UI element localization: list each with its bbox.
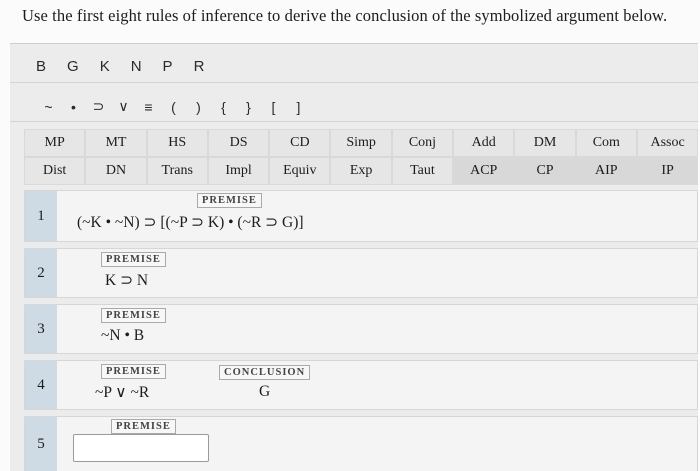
rule-simp-button[interactable]: Simp bbox=[330, 129, 391, 157]
rule-taut-button[interactable]: Taut bbox=[392, 157, 453, 185]
rule-add-button[interactable]: Add bbox=[453, 129, 514, 157]
rule-aip-button[interactable]: AIP bbox=[576, 157, 637, 185]
close-brace-button[interactable]: } bbox=[246, 98, 251, 115]
line-formula: ~P ∨ ~R bbox=[95, 384, 150, 401]
rule-mp-button[interactable]: MP bbox=[24, 129, 85, 157]
line-formula: K ⊃ N bbox=[105, 272, 149, 289]
triple-bar-button[interactable]: ≡ bbox=[144, 98, 153, 115]
letter-g-button[interactable]: G bbox=[67, 58, 79, 75]
rule-dn-button[interactable]: DN bbox=[85, 157, 146, 185]
premise-tag: PREMISE bbox=[101, 308, 166, 323]
line-number: 5 bbox=[25, 417, 57, 471]
dot-button[interactable]: • bbox=[71, 98, 76, 115]
premise-tag: PREMISE bbox=[111, 419, 176, 434]
horseshoe-button[interactable]: ⊃ bbox=[92, 98, 105, 114]
letter-palette bbox=[36, 58, 225, 75]
rule-dist-button[interactable]: Dist bbox=[24, 157, 85, 185]
rule-assoc-button[interactable]: Assoc bbox=[637, 129, 698, 157]
rule-com-button[interactable]: Com bbox=[576, 129, 637, 157]
open-bracket-button[interactable]: [ bbox=[271, 98, 276, 115]
letter-b-button[interactable]: B bbox=[36, 58, 47, 75]
rule-ip-button[interactable]: IP bbox=[637, 157, 698, 185]
line-number: 2 bbox=[25, 249, 57, 297]
rule-dm-button[interactable]: DM bbox=[514, 129, 575, 157]
letter-k-button[interactable]: K bbox=[99, 58, 110, 75]
premise-tag: PREMISE bbox=[197, 193, 262, 208]
rule-cd-button[interactable]: CD bbox=[269, 129, 330, 157]
conclusion-tag: CONCLUSION bbox=[219, 365, 310, 380]
proof-line-3 bbox=[24, 304, 698, 354]
line-number: 3 bbox=[25, 305, 57, 353]
rule-ds-button[interactable]: DS bbox=[208, 129, 269, 157]
open-paren-button[interactable]: ( bbox=[171, 98, 176, 115]
proof-line-1 bbox=[24, 190, 698, 242]
instruction-text: Use the first eight rules of inference to derive the conclusion of the symbolized argument below. bbox=[22, 6, 668, 25]
open-brace-button[interactable]: { bbox=[221, 98, 226, 115]
divider bbox=[10, 121, 698, 122]
line-number: 4 bbox=[25, 361, 57, 409]
proof-panel bbox=[10, 43, 698, 471]
rules-grid bbox=[24, 129, 698, 185]
formula-input[interactable] bbox=[73, 434, 209, 462]
close-paren-button[interactable]: ) bbox=[196, 98, 201, 115]
rule-acp-button[interactable]: ACP bbox=[453, 157, 514, 185]
line-formula: ~N • B bbox=[101, 327, 145, 344]
rule-exp-button[interactable]: Exp bbox=[330, 157, 391, 185]
tilde-button[interactable]: ~ bbox=[44, 98, 53, 115]
rule-hs-button[interactable]: HS bbox=[147, 129, 208, 157]
proof-line-5 bbox=[24, 416, 698, 471]
rule-equiv-button[interactable]: Equiv bbox=[269, 157, 330, 185]
proof-line-2 bbox=[24, 248, 698, 298]
letter-p-button[interactable]: P bbox=[162, 58, 173, 75]
rule-conj-button[interactable]: Conj bbox=[392, 129, 453, 157]
close-bracket-button[interactable]: ] bbox=[296, 98, 301, 115]
proof-line-4 bbox=[24, 360, 698, 410]
letter-r-button[interactable]: R bbox=[193, 58, 205, 75]
rule-trans-button[interactable]: Trans bbox=[147, 157, 208, 185]
divider bbox=[10, 82, 698, 83]
conclusion-formula: G bbox=[259, 383, 271, 400]
line-formula: (~K • ~N) ⊃ [(~P ⊃ K) • (~R ⊃ G)] bbox=[77, 214, 304, 231]
letter-n-button[interactable]: N bbox=[130, 58, 142, 75]
rule-cp-button[interactable]: CP bbox=[514, 157, 575, 185]
premise-tag: PREMISE bbox=[101, 364, 166, 379]
rule-mt-button[interactable]: MT bbox=[85, 129, 146, 157]
premise-tag: PREMISE bbox=[101, 252, 166, 267]
rule-impl-button[interactable]: Impl bbox=[208, 157, 269, 185]
operator-palette bbox=[36, 98, 311, 115]
line-number: 1 bbox=[25, 191, 57, 241]
wedge-button[interactable]: ∨ bbox=[118, 98, 129, 114]
